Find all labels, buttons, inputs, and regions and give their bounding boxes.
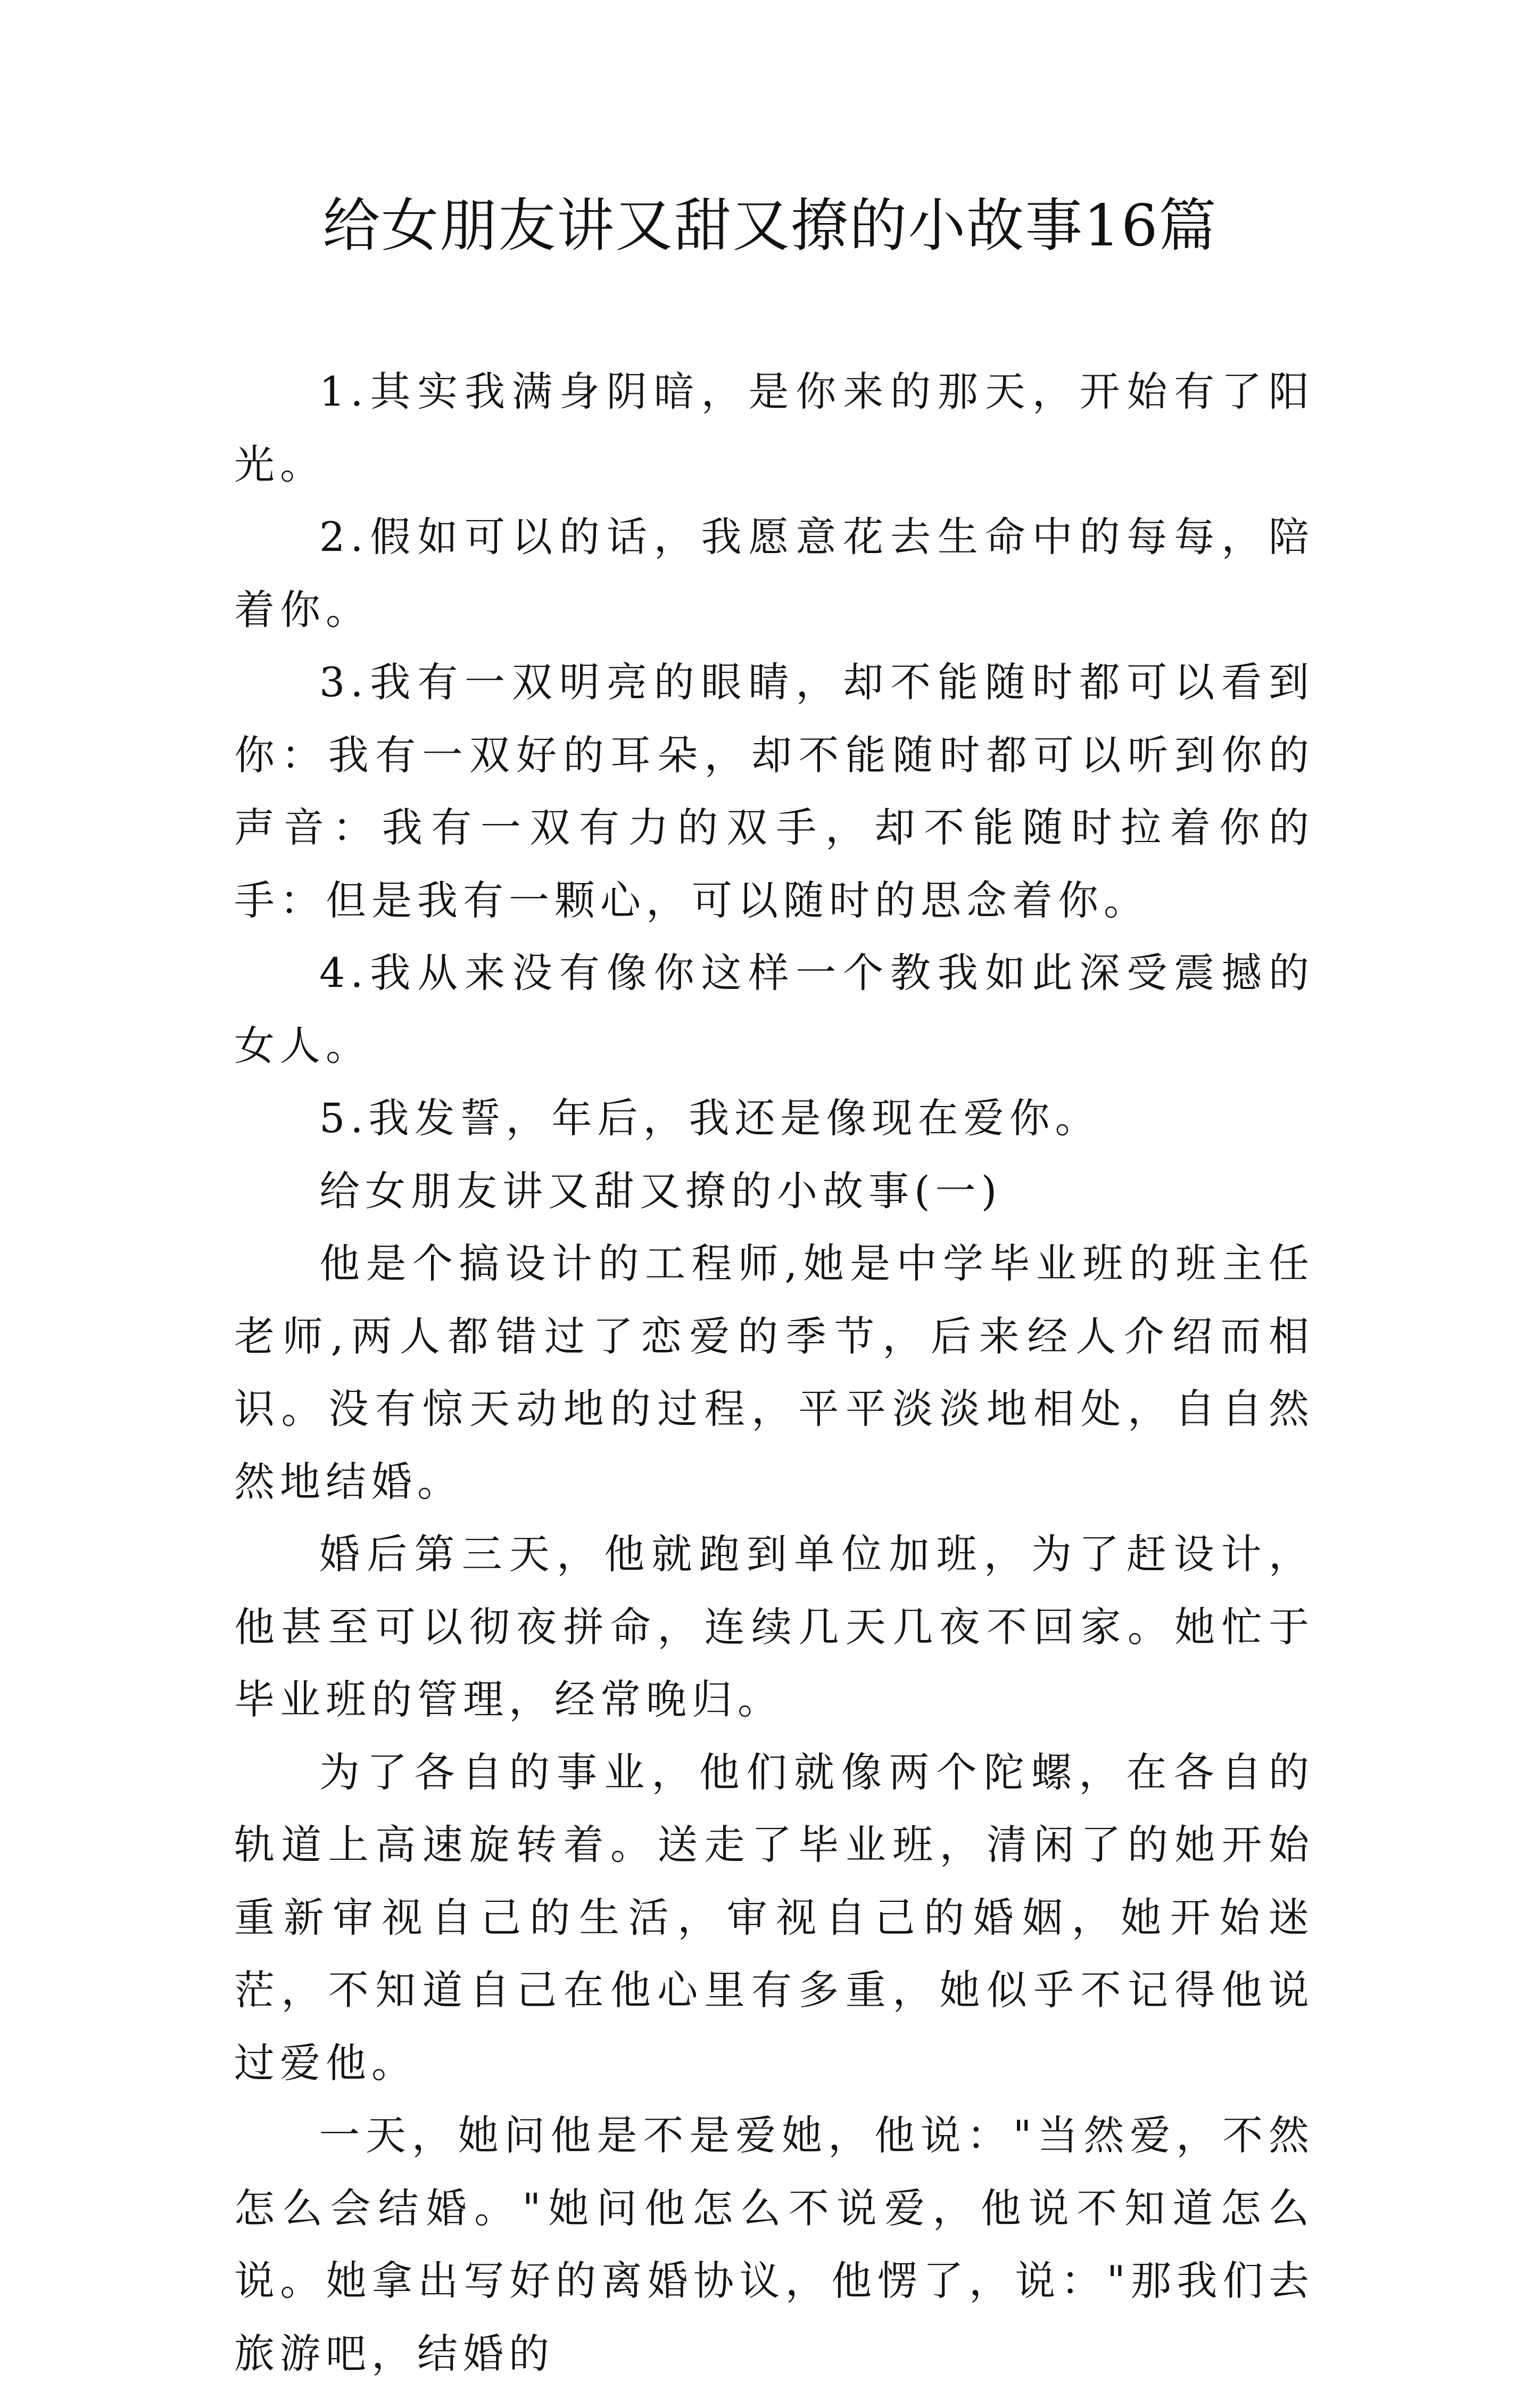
- document-body: [234, 356, 1314, 2390]
- paragraph-7: 婚后第三天，他就跑到单位加班，为了赶设计，他甚至可以彻夜拼命，连续几天几夜不回家。她忙于毕业班的管理，经常晚归。: [234, 1530, 1314, 1723]
- section-heading: 给女朋友讲又甜又撩的小故事(一): [319, 1167, 1003, 1215]
- paragraph-2: 2.假如可以的话，我愿意花去生命中的每每，陪着你。: [234, 513, 1314, 633]
- paragraph-8: 为了各自的事业，他们就像两个陀螺，在各自的轨道上高速旋转着。送走了毕业班，清闲了的她开始重新审视自己的生活，审视自己的婚姻，她开始迷茫，不知道自己在他心里有多重，她似乎不记得他说过爱他。: [234, 1748, 1314, 2087]
- paragraph-6: 他是个搞设计的工程师,她是中学毕业班的班主任老师,两人都错过了恋爱的季节，后来经人介绍而相识。没有惊天动地的过程，平平淡淡地相处，自自然然地结婚。: [234, 1240, 1314, 1505]
- document-title: 给女朋友讲又甜又撩的小故事16篇: [322, 193, 1218, 259]
- paragraph-5: 5.我发誓，年后，我还是像现在爱你。: [319, 1094, 1101, 1142]
- paragraph-3: 3.我有一双明亮的眼睛，却不能随时都可以看到你：我有一双好的耳朵，却不能随时都可以听到你的声音：我有一双有力的双手，却不能随时拉着你的手：但是我有一颗心，可以随时的思念着你。: [234, 658, 1314, 924]
- paragraph-1: 1.其实我满身阴暗，是你来的那天，开始有了阳光。: [234, 368, 1314, 488]
- paragraph-4: 4.我从来没有像你这样一个教我如此深受震撼的女人。: [234, 949, 1314, 1069]
- paragraph-9: 一天，她问他是不是爱她，他说："当然爱，不然怎么会结婚。"她问他怎么不说爱，他说不知道怎么说。她拿出写好的离婚协议，他愣了，说："那我们去旅游吧，结婚的: [234, 2112, 1314, 2377]
